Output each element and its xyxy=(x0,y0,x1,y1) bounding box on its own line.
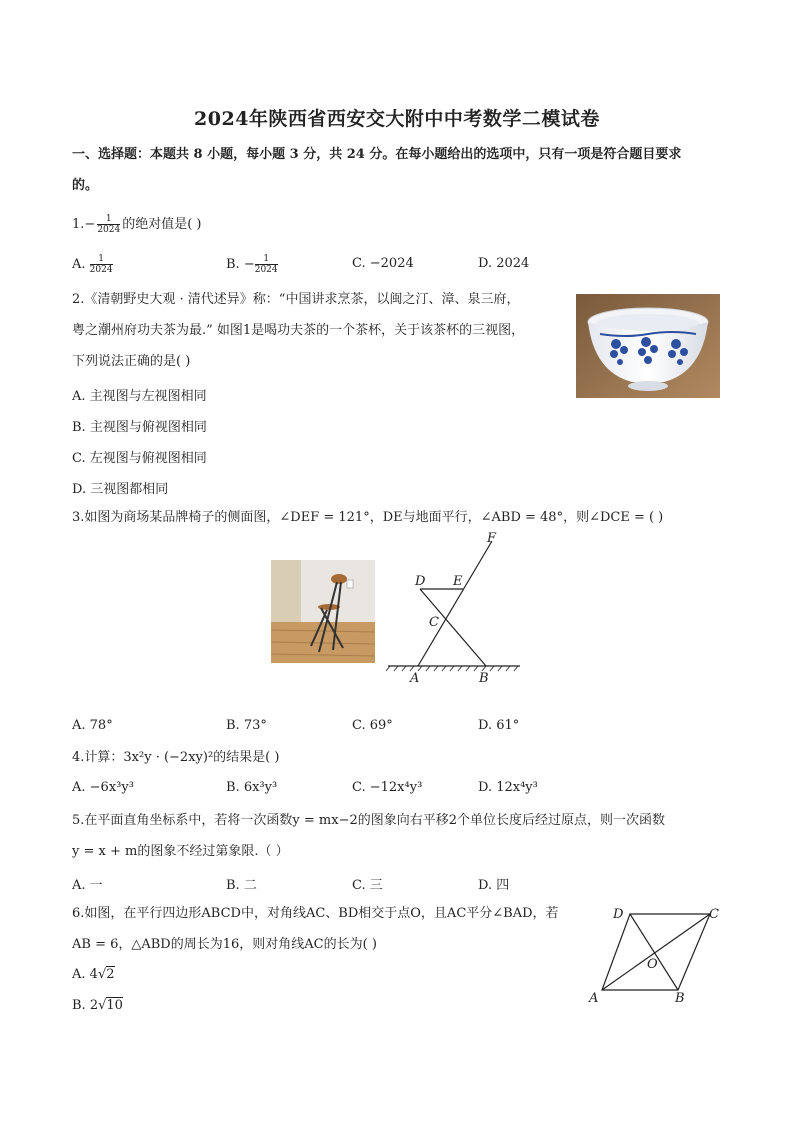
q6-option-a-radicand: 2 xyxy=(106,967,115,982)
q5-option-d[interactable]: D. 四 xyxy=(478,878,510,893)
q3-geometry-diagram xyxy=(384,530,524,690)
q3-stem: 3.如图为商场某品牌椅子的侧面图，∠DEF = 121°，DE与地面平行，∠ABD = 48°，则∠DCE = ( ) xyxy=(72,510,664,525)
q1-option-b-num: 1 xyxy=(255,254,278,265)
sqrt-icon: √ xyxy=(97,967,107,982)
q5-option-a[interactable]: A. 一 xyxy=(72,878,103,893)
q2-option-b[interactable]: B. 主视图与俯视图相同 xyxy=(72,420,207,435)
q1-option-b[interactable] xyxy=(226,254,278,275)
teacup-photo xyxy=(576,294,720,398)
label-o: O xyxy=(647,957,658,972)
q1-option-c-label: C. xyxy=(352,256,366,271)
q1-option-b-sign: − xyxy=(243,257,255,272)
q2-stem-line2: 粤之潮州府功夫茶为最.” 如图1是喝功夫茶的一个茶杯，关于该茶杯的三视图， xyxy=(72,323,525,338)
q1-option-b-label: B. xyxy=(226,257,240,272)
q6-option-a-label: A. 4 xyxy=(72,967,98,982)
q6-parallelogram-diagram xyxy=(586,902,722,1008)
q6-stem-line2: AB = 6，△ABD的周长为16，则对角线AC的长为( ) xyxy=(72,937,377,952)
q4-stem: 4.计算：3x²y · (−2xy)²的结果是( ) xyxy=(72,750,280,765)
q2-stem-line3: 下列说法正确的是( ) xyxy=(72,354,191,369)
q6-option-b[interactable] xyxy=(72,998,123,1013)
q6-option-b-radicand: 10 xyxy=(106,998,123,1013)
q1-option-a-label: A. xyxy=(72,257,86,272)
q1-fraction xyxy=(97,214,120,235)
line-af xyxy=(418,541,492,666)
label-a: A xyxy=(589,991,599,1006)
q6-option-b-label: B. 2 xyxy=(72,998,99,1013)
q2-option-c[interactable]: C. 左视图与俯视图相同 xyxy=(72,451,207,466)
q1-option-c[interactable] xyxy=(352,256,414,271)
q6-option-a[interactable] xyxy=(72,967,115,982)
section-heading-line2: 的。 xyxy=(72,178,99,193)
q4-option-d[interactable]: D. 12x⁴y³ xyxy=(478,780,538,795)
label-c: C xyxy=(709,907,719,922)
sqrt-icon: √ xyxy=(98,998,107,1013)
q1-option-a[interactable] xyxy=(72,254,113,275)
page-title: 2024年陕西省西安交大附中中考数学二模试卷 xyxy=(194,108,600,130)
q2-option-a[interactable]: A. 主视图与左视图相同 xyxy=(72,389,207,404)
q1-option-a-den: 2024 xyxy=(89,265,113,275)
q2-stem-line1: 2.《清朝野史大观 · 清代述异》称：“中国讲求烹茶，以闽之汀、漳、泉三府， xyxy=(72,292,520,307)
q4-option-c[interactable]: C. −12x⁴y³ xyxy=(352,780,423,795)
q1-frac-num: 1 xyxy=(97,214,120,225)
q1-option-d-label: D. xyxy=(478,256,493,271)
label-c: C xyxy=(429,615,439,630)
label-d: D xyxy=(415,574,426,589)
q5-option-c[interactable]: C. 三 xyxy=(352,878,383,893)
q1-stem-tail: 的绝对值是( ) xyxy=(122,217,202,232)
q1-option-a-fraction xyxy=(90,254,113,275)
q5-stem-line1: 5.在平面直角坐标系中，若将一次函数y = mx−2的图象向右平移2个单位长度后经过原点，则一次函数 xyxy=(72,813,665,828)
label-f: F xyxy=(487,531,497,546)
q3-option-d[interactable]: D. 61° xyxy=(478,718,520,733)
label-b: B xyxy=(675,991,685,1006)
q1-stem xyxy=(72,214,202,235)
q1-option-b-fraction xyxy=(255,254,278,275)
q3-option-c[interactable]: C. 69° xyxy=(352,718,393,733)
q4-option-b[interactable]: B. 6x³y³ xyxy=(226,780,278,795)
q1-number: 1. xyxy=(72,217,85,232)
q1-option-a-num: 1 xyxy=(90,254,113,265)
chair-photo xyxy=(271,560,375,663)
label-a: A xyxy=(410,671,420,686)
label-b: B xyxy=(479,671,489,686)
q4-option-a[interactable]: A. −6x³y³ xyxy=(72,780,134,795)
diagonal-bd xyxy=(630,914,678,990)
q2-option-d[interactable]: D. 三视图都相同 xyxy=(72,482,169,497)
q1-option-d-text: 2024 xyxy=(496,256,530,271)
label-e: E xyxy=(453,574,463,589)
section-heading-line1: 一、选择题：本题共 8 小题，每小题 3 分，共 24 分。在每小题给出的选项中，只有一项是符合题目要求 xyxy=(72,147,682,162)
q1-option-c-text: −2024 xyxy=(369,256,414,271)
q6-stem-line1: 6.如图，在平行四边形ABCD中，对角线AC、BD相交于点O，且AC平分∠BAD，若 xyxy=(72,906,559,921)
q1-option-d[interactable] xyxy=(478,256,529,271)
ground-hatching xyxy=(386,666,518,671)
q3-option-b[interactable]: B. 73° xyxy=(226,718,267,733)
label-d: D xyxy=(613,907,624,922)
q5-stem-line2: y = x + m的图象不经过第象限.（ ） xyxy=(72,844,289,859)
q3-option-a[interactable]: A. 78° xyxy=(72,718,113,733)
q1-option-b-den: 2024 xyxy=(254,265,278,275)
q5-option-b[interactable]: B. 二 xyxy=(226,878,257,893)
q1-minus: − xyxy=(84,217,96,232)
q1-frac-den: 2024 xyxy=(97,225,121,235)
